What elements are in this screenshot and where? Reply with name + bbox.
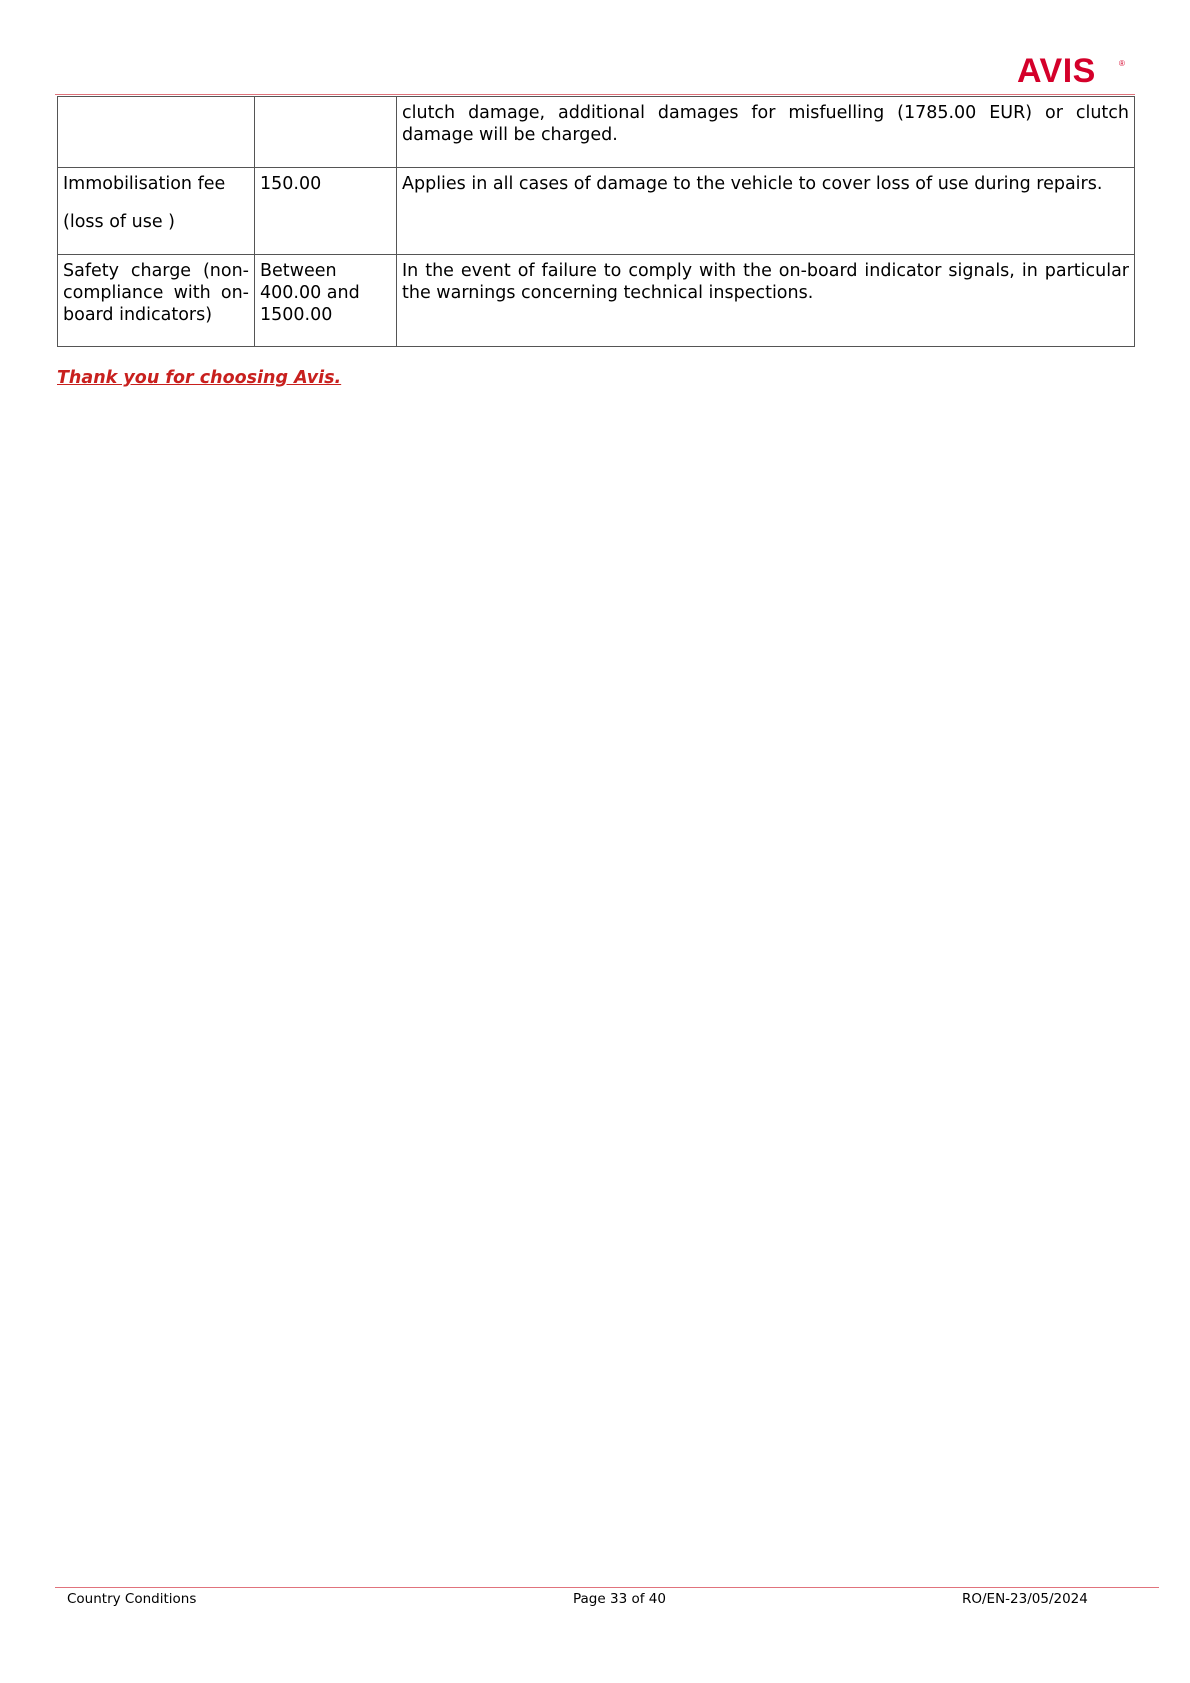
- item-line: Safety charge (non-compliance with on-board indicators): [63, 261, 249, 325]
- logo-text: AVIS: [1017, 52, 1096, 90]
- registered-mark: ®: [1119, 59, 1126, 68]
- header-rule: [55, 94, 1135, 95]
- footer-document-title: Country Conditions: [67, 1591, 197, 1607]
- amount-cell: [255, 255, 397, 347]
- footer-page-number: Page 33 of 40: [573, 1591, 666, 1607]
- description-text: clutch damage, additional damages for misfuelling (1785.00 EUR) or clutch damage will be charged.: [402, 103, 1129, 145]
- item-line: Immobilisation fee: [63, 174, 226, 194]
- amount-cell: [255, 168, 397, 255]
- table-row: [58, 255, 1135, 347]
- description-text: In the event of failure to comply with the on-board indicator signals, in particular the warnings concerning technical inspections.: [402, 261, 1129, 303]
- amount-text: 150.00: [260, 174, 322, 194]
- item-line: (loss of use ): [63, 212, 175, 232]
- item-cell: [58, 97, 255, 168]
- description-text: Applies in all cases of damage to the vehicle to cover loss of use during repairs.: [402, 174, 1103, 194]
- table-row: [58, 168, 1135, 255]
- item-cell: [58, 255, 255, 347]
- description-cell: [397, 97, 1135, 168]
- amount-cell: [255, 97, 397, 168]
- fees-table: [57, 96, 1135, 347]
- avis-logo: [1017, 52, 1126, 90]
- amount-text: Between 400.00 and 1500.00: [260, 261, 360, 325]
- item-cell: [58, 168, 255, 255]
- description-cell: [397, 255, 1135, 347]
- description-cell: [397, 168, 1135, 255]
- footer-version-date: RO/EN-23/05/2024: [962, 1591, 1088, 1607]
- table-row: [58, 97, 1135, 168]
- closing-message: Thank you for choosing Avis.: [57, 368, 342, 388]
- footer-rule: [55, 1587, 1159, 1588]
